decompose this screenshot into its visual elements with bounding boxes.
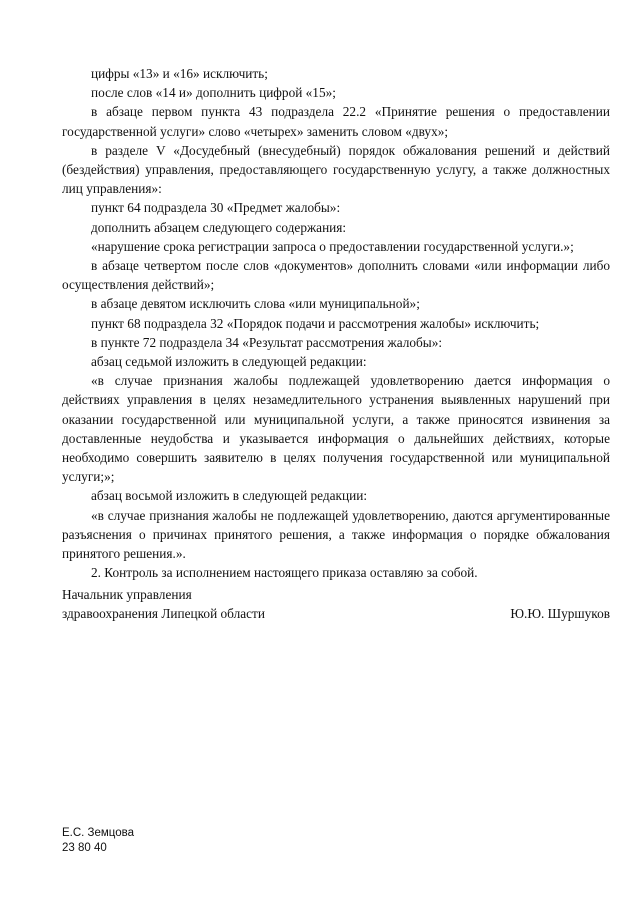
paragraph: «нарушение срока регистрации запроса о предоставлении государственной услуги.»; [91, 238, 574, 254]
paragraph: цифры «13» и «16» исключить; [91, 66, 268, 81]
executor-block [62, 826, 134, 856]
paragraph: пункт 68 подраздела 32 «Порядок подачи и рассмотрения жалобы» исключить; [91, 315, 540, 331]
paragraph: в абзаце девятом исключить слова «или муниципальной»; [91, 296, 420, 312]
paragraph: в абзаце четвертом после слов «документов» дополнить словами «или информации либо осуществления действий»; [62, 258, 610, 293]
executor-name: Е.С. Земцова [62, 827, 135, 839]
signature-line [62, 604, 610, 623]
paragraph: в разделе V «Досудебный (внесудебный) порядок обжалования решений и действий (бездействия) управления, предоставляющего государственную услугу, а также должностных лиц управления»: [62, 142, 610, 197]
signatory-position-line2: здравоохранения Липецкой области [62, 606, 265, 622]
executor-phone: 23 80 40 [62, 842, 107, 854]
paragraph: пункт 64 подраздела 30 «Предмет жалобы»: [91, 200, 341, 216]
document-body [62, 64, 610, 582]
paragraph: после слов «14 и» дополнить цифрой «15»; [91, 85, 336, 101]
signatory-position-line1: Начальник управления [62, 587, 192, 602]
signatory-name: Ю.Ю. Шуршуков [510, 606, 610, 622]
signature-block [62, 585, 610, 623]
paragraph: дополнить абзацем следующего содержания: [91, 219, 347, 235]
paragraph: абзац седьмой изложить в следующей редакции: [91, 354, 367, 370]
paragraph: в абзаце первом пункта 43 подраздела 22.2 «Принятие решения о предоставлении государственной услуги» слово «четырех» заменить словом «двух»; [62, 104, 610, 139]
paragraph: «в случае признания жалобы не подлежащей удовлетворению, даются аргументированные разъяснения о причинах принятого решения, а также информация о порядке обжалования принятого решения.». [62, 507, 610, 562]
paragraph: 2. Контроль за исполнением настоящего приказа оставляю за собой. [91, 565, 478, 581]
paragraph: «в случае признания жалобы подлежащей удовлетворению дается информация о действиях управления в целях незамедлительного устранения выявленных нарушений при оказании государственной или муниципальной услуги, а также приносятся извинения за доставленные неудобства и указывается информация о дальнейших действиях, которые необходимо совершить заявителю в целях получения государственной или муниципальной услуги;»; [62, 373, 610, 485]
paragraph: в пункте 72 подраздела 34 «Результат рассмотрения жалобы»: [91, 334, 443, 350]
paragraph: абзац восьмой изложить в следующей редакции: [91, 488, 368, 504]
